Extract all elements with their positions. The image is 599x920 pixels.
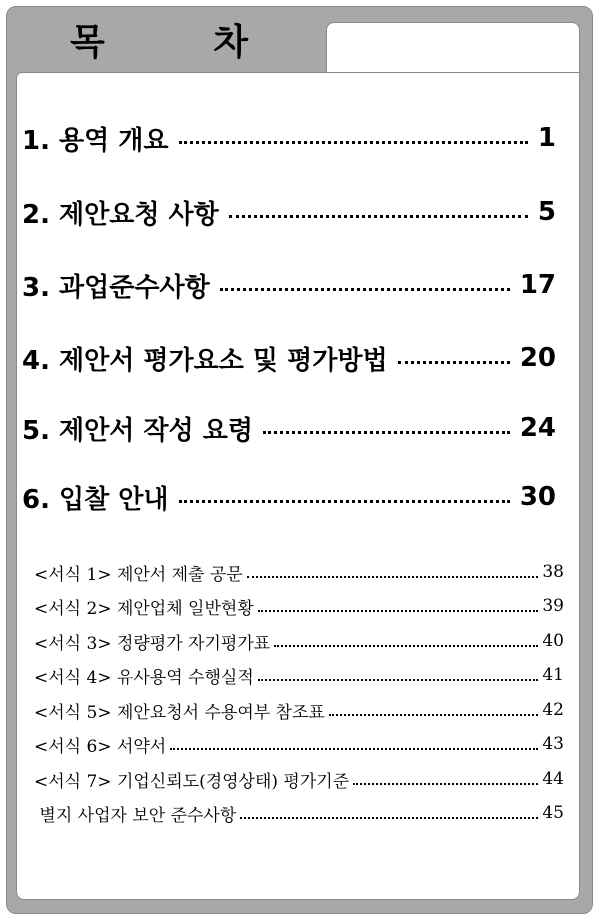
toc-form-page: 39 bbox=[542, 596, 564, 616]
dot-leader bbox=[263, 431, 510, 434]
toc-main-item[interactable] bbox=[22, 265, 556, 305]
toc-form-page: 45 bbox=[542, 803, 564, 823]
toc-form-item[interactable] bbox=[34, 698, 564, 722]
toc-main-page: 30 bbox=[519, 482, 556, 512]
toc-title: 목 차 bbox=[70, 22, 297, 63]
toc-main-label: 6. 입찰 안내 bbox=[22, 484, 169, 515]
toc-main-page: 5 bbox=[537, 197, 556, 227]
dot-leader bbox=[229, 215, 528, 218]
toc-main-label: 2. 제안요청 사항 bbox=[22, 199, 219, 230]
toc-form-item[interactable] bbox=[34, 663, 564, 687]
toc-form-item[interactable] bbox=[34, 594, 564, 618]
toc-main-label: 3. 과업준수사항 bbox=[22, 272, 210, 303]
toc-form-label: <서식 5> 제안요청서 수용여부 참조표 bbox=[34, 702, 325, 723]
toc-main-page: 24 bbox=[519, 413, 556, 443]
toc-main-page: 17 bbox=[519, 270, 556, 300]
toc-form-label: <서식 2> 제안업체 일반현황 bbox=[34, 598, 254, 619]
dot-leader bbox=[179, 141, 528, 144]
toc-form-label: <서식 3> 정량평가 자기평가표 bbox=[34, 633, 271, 654]
toc-form-label: <서식 4> 유사용역 수행실적 bbox=[34, 667, 254, 688]
dot-leader bbox=[258, 679, 539, 681]
dot-leader bbox=[329, 714, 539, 716]
toc-form-label: <서식 6> 서약서 bbox=[34, 736, 167, 757]
toc-form-page: 38 bbox=[542, 562, 564, 582]
toc-main-label: 1. 용역 개요 bbox=[22, 125, 169, 156]
toc-form-item[interactable] bbox=[34, 767, 564, 791]
dot-leader bbox=[398, 361, 510, 364]
dot-leader bbox=[240, 817, 538, 819]
toc-form-label: <서식 1> 제안서 제출 공문 bbox=[34, 564, 243, 585]
toc-main-item[interactable] bbox=[22, 192, 556, 232]
toc-form-page: 43 bbox=[542, 734, 564, 754]
dot-leader bbox=[274, 645, 538, 647]
toc-main-label: 5. 제안서 작성 요령 bbox=[22, 415, 253, 446]
toc-form-label: <서식 7> 기업신뢰도(경영상태) 평가기준 bbox=[34, 771, 350, 792]
toc-main-item[interactable] bbox=[22, 118, 556, 158]
toc-form-page: 41 bbox=[542, 665, 564, 685]
toc-form-item[interactable] bbox=[34, 629, 564, 653]
toc-main-item[interactable] bbox=[22, 338, 556, 378]
dot-leader bbox=[170, 748, 538, 750]
toc-form-page: 42 bbox=[542, 700, 564, 720]
dot-leader bbox=[258, 610, 539, 612]
toc-main-page: 1 bbox=[537, 123, 556, 153]
toc-main-label: 4. 제안서 평가요소 및 평가방법 bbox=[22, 345, 388, 376]
toc-form-item[interactable] bbox=[34, 560, 564, 584]
toc-form-item[interactable] bbox=[34, 801, 564, 825]
toc-form-label: 별지 사업자 보안 준수사항 bbox=[34, 805, 237, 826]
toc-form-page: 44 bbox=[542, 769, 564, 789]
dot-leader bbox=[220, 288, 510, 291]
toc-main-page: 20 bbox=[519, 343, 556, 373]
dot-leader bbox=[247, 576, 539, 578]
toc-main-item[interactable] bbox=[22, 408, 556, 448]
toc-main-item[interactable] bbox=[22, 477, 556, 517]
dot-leader bbox=[353, 783, 538, 785]
dot-leader bbox=[179, 500, 510, 503]
toc-form-page: 40 bbox=[542, 631, 564, 651]
toc-form-item[interactable] bbox=[34, 732, 564, 756]
